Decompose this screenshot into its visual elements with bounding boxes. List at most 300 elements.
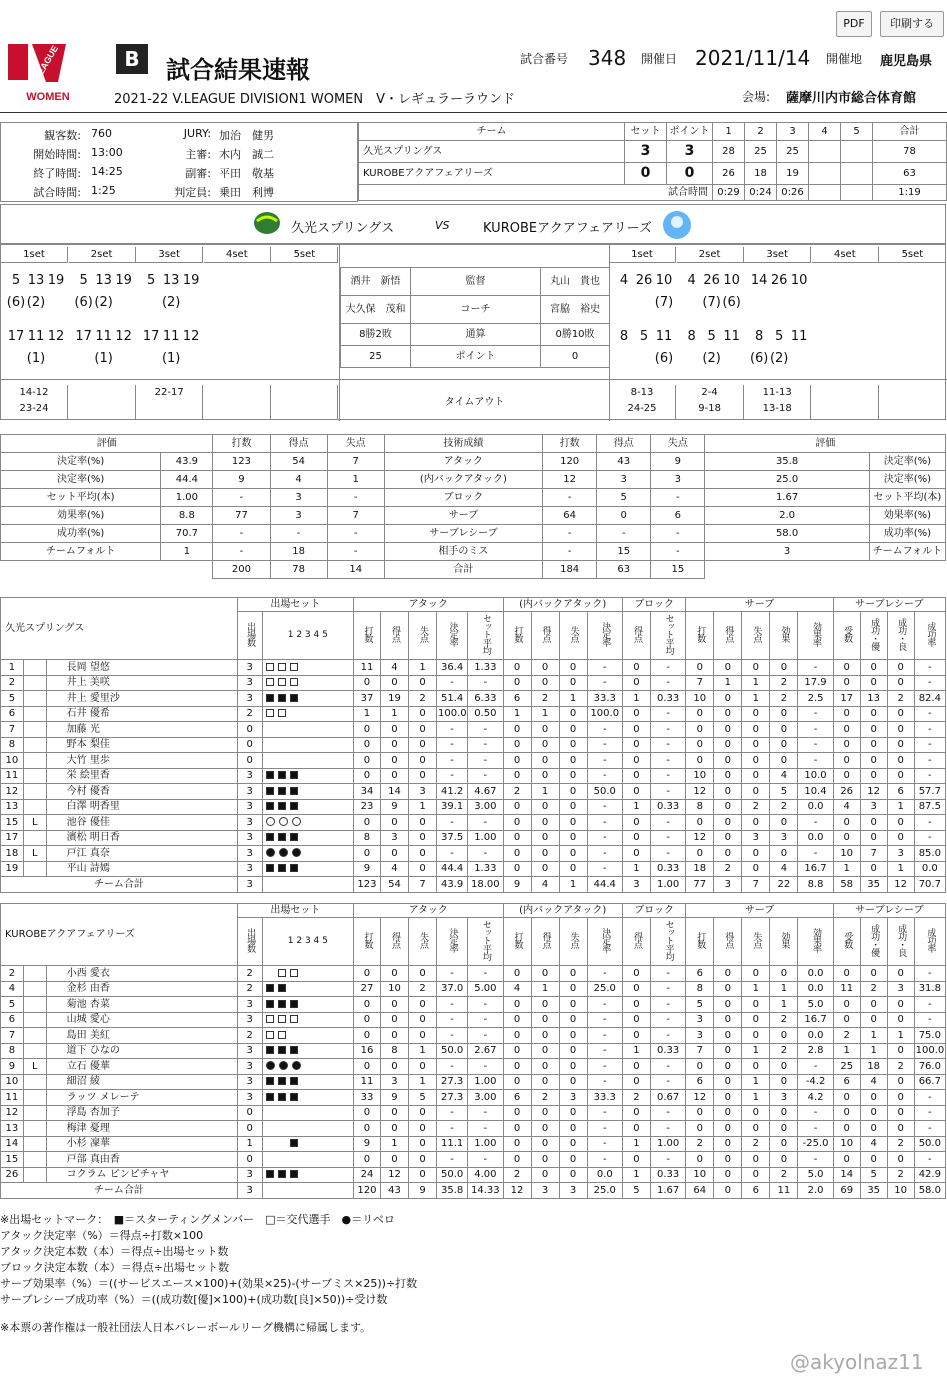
stat-cell: 77 bbox=[686, 877, 714, 893]
stat-cell: - bbox=[468, 966, 503, 982]
stat-cell: 0 bbox=[742, 1105, 770, 1121]
tech-total-cell: 15 bbox=[651, 561, 705, 579]
stat-cell: - bbox=[914, 706, 945, 722]
stat-cell: 12 bbox=[887, 877, 914, 893]
stat-cell: 0 bbox=[887, 737, 914, 753]
stat-cell: 4 bbox=[380, 861, 408, 877]
stat-cell: 2.8 bbox=[798, 1043, 833, 1059]
print-button[interactable]: 印刷する bbox=[880, 11, 944, 37]
stat-cell: - bbox=[587, 1074, 622, 1090]
stat-cell: 0 bbox=[622, 981, 650, 997]
stat-cell: 0 bbox=[380, 1028, 408, 1044]
stat-cell: 0 bbox=[622, 1121, 650, 1137]
stat-cell: 0 bbox=[714, 799, 742, 815]
tech-total-cell: 200 bbox=[213, 561, 270, 579]
col-label: セット平均 bbox=[663, 920, 674, 960]
tech-cell: 9 bbox=[651, 453, 705, 471]
starter-mark bbox=[266, 1000, 274, 1008]
stat-cell: 12 bbox=[380, 1167, 408, 1183]
sets-played: 3 bbox=[237, 1059, 262, 1075]
stat-cell: - bbox=[437, 768, 468, 784]
stat-cell: 0 bbox=[353, 737, 380, 753]
stat-cell: 1 bbox=[833, 1043, 860, 1059]
date-label: 開催日 bbox=[641, 52, 678, 66]
tech-header bbox=[1, 435, 946, 453]
stat-cell: 0 bbox=[622, 846, 650, 862]
rotation-number: 8 bbox=[687, 329, 696, 344]
stat-cell: 0 bbox=[860, 768, 887, 784]
stat-cell: 8.8 bbox=[798, 877, 833, 893]
rotation-number: (6) bbox=[654, 351, 674, 366]
stat-cell: - bbox=[468, 722, 503, 738]
col-label: 受数 bbox=[842, 626, 853, 642]
rotation-number: 19 bbox=[182, 273, 200, 288]
stat-cell: 1 bbox=[380, 1136, 408, 1152]
set-time: 0:29 bbox=[713, 185, 745, 201]
sub-mark bbox=[266, 709, 274, 717]
stat-cell: - bbox=[468, 997, 503, 1013]
col-label: 出場数 bbox=[245, 622, 256, 646]
stat-cell: 0 bbox=[409, 1059, 437, 1075]
team-name: 久光スプリングス bbox=[359, 141, 625, 163]
libero-flag bbox=[23, 660, 46, 676]
stat-cell: 0 bbox=[408, 722, 436, 738]
rotation-number: 4 bbox=[619, 273, 629, 288]
col-head bbox=[650, 918, 685, 966]
col-set: セット bbox=[625, 123, 667, 141]
group-head: (内バックアタック) bbox=[503, 598, 622, 612]
stat-cell: 1 bbox=[409, 1074, 437, 1090]
set-label: 2set bbox=[677, 247, 744, 263]
stat-cell: - bbox=[914, 753, 945, 769]
stat-cell: 0 bbox=[380, 1012, 408, 1028]
player-name: 山城 愛心 bbox=[46, 1012, 237, 1028]
col-head: 打数 bbox=[543, 435, 597, 453]
divider bbox=[1, 379, 947, 380]
stat-cell: 0 bbox=[714, 1090, 742, 1106]
stat-cell: 85.0 bbox=[914, 846, 945, 862]
stat-cell: 2 bbox=[770, 675, 798, 691]
sub-mark bbox=[278, 709, 286, 717]
stat-cell: 0 bbox=[686, 1105, 714, 1121]
stat-cell: 14 bbox=[833, 1167, 860, 1183]
stat-cell: 0 bbox=[742, 1121, 770, 1137]
place-label: 開催地 bbox=[826, 52, 863, 66]
player-number: 13 bbox=[1, 799, 24, 815]
stat-cell: 0 bbox=[409, 1012, 437, 1028]
stat-cell: 0 bbox=[770, 815, 798, 831]
stat-cell: - bbox=[650, 1105, 685, 1121]
stat-cell: - bbox=[798, 1059, 833, 1075]
col-head: 得点 bbox=[597, 435, 651, 453]
stat-cell: 76.0 bbox=[914, 1059, 945, 1075]
stat-cell: 0 bbox=[622, 1074, 650, 1090]
stat-cell: 1 bbox=[770, 981, 798, 997]
col-label: 打数 bbox=[695, 626, 706, 642]
stat-cell: 2 bbox=[833, 1028, 860, 1044]
col-label: 打数 bbox=[695, 932, 706, 948]
stat-cell: 31.8 bbox=[914, 981, 945, 997]
tech-cell: 5 bbox=[597, 489, 651, 507]
starter-mark bbox=[266, 787, 274, 795]
timeout-score: 22-17 bbox=[136, 385, 203, 419]
stat-cell: 7 bbox=[860, 846, 887, 862]
stat-cell: 0.50 bbox=[468, 706, 503, 722]
stat-cell: 0 bbox=[408, 737, 436, 753]
stat-cell: 50.0 bbox=[437, 1167, 468, 1183]
set-label: 2set bbox=[69, 247, 136, 263]
stat-cell: 2 bbox=[714, 861, 742, 877]
stat-cell: - bbox=[437, 1012, 468, 1028]
stat-cell: 64 bbox=[686, 1183, 714, 1199]
stat-cell: 0 bbox=[714, 691, 742, 707]
team-total-row bbox=[1, 877, 946, 893]
rotation-number: 12 bbox=[182, 329, 200, 344]
stat-cell: - bbox=[798, 1121, 833, 1137]
stat-cell: 0 bbox=[531, 1074, 559, 1090]
stat-cell: 18.00 bbox=[468, 877, 503, 893]
stat-cell: 0.33 bbox=[650, 861, 685, 877]
timeout-score bbox=[271, 385, 338, 419]
stat-cell: 36.4 bbox=[437, 660, 468, 676]
stat-cell: 0 bbox=[531, 1028, 559, 1044]
set-marks bbox=[262, 1043, 353, 1059]
tech-cell: 25.0 bbox=[705, 471, 869, 489]
stat-cell: 11.1 bbox=[437, 1136, 468, 1152]
stat-cell: 0 bbox=[770, 1136, 798, 1152]
info-label: 終了時間: bbox=[33, 167, 81, 180]
stat-cell: 0 bbox=[860, 722, 887, 738]
rotation-number: (7) bbox=[702, 295, 721, 310]
set-label: 5set bbox=[271, 247, 338, 263]
stat-cell: 2 bbox=[503, 1167, 531, 1183]
stat-cell: 7 bbox=[686, 1043, 714, 1059]
libero-flag bbox=[23, 722, 46, 738]
scoreboard-time-row bbox=[359, 185, 947, 201]
player-group-header bbox=[1, 904, 946, 918]
sets-played: 1 bbox=[237, 1136, 262, 1152]
note-line: ブロック決定本数（本）＝得点÷出場セット数 bbox=[0, 1261, 229, 1274]
col-label: 成功率 bbox=[925, 622, 936, 646]
stat-cell: 0 bbox=[770, 1059, 798, 1075]
stat-cell: - bbox=[468, 1152, 503, 1168]
player-number: 10 bbox=[1, 753, 24, 769]
col-head bbox=[770, 612, 798, 660]
sets-played: 3 bbox=[237, 675, 262, 691]
stat-cell: - bbox=[650, 1152, 685, 1168]
stat-cell: 0 bbox=[833, 815, 860, 831]
group-head: (内バックアタック) bbox=[503, 904, 622, 918]
col-head bbox=[559, 612, 587, 660]
stat-cell: 1 bbox=[887, 861, 914, 877]
set-marks bbox=[262, 1105, 353, 1121]
stat-cell: 0 bbox=[860, 1012, 887, 1028]
col-head bbox=[237, 918, 262, 966]
stat-cell: 4 bbox=[860, 1074, 887, 1090]
libero-mark bbox=[279, 848, 288, 857]
stat-cell: 0 bbox=[887, 1105, 914, 1121]
tech-total-cell: 184 bbox=[543, 561, 597, 579]
stat-cell: 1 bbox=[409, 1043, 437, 1059]
col-head bbox=[742, 612, 770, 660]
team-total-label: チーム合計 bbox=[1, 877, 238, 893]
stat-cell: 87.5 bbox=[914, 799, 945, 815]
tech-cell: - bbox=[213, 525, 270, 543]
player-number: 12 bbox=[1, 1105, 24, 1121]
set-marks bbox=[262, 877, 353, 893]
tech-total-cell: 63 bbox=[597, 561, 651, 579]
tech-cell: 35.8 bbox=[705, 453, 869, 471]
stat-cell: 0 bbox=[833, 1152, 860, 1168]
set-label: 3set bbox=[744, 247, 811, 263]
stat-cell: 0 bbox=[559, 846, 587, 862]
stat-cell: 0 bbox=[714, 981, 742, 997]
col-label: 打数 bbox=[362, 932, 373, 948]
stat-cell: 11 bbox=[770, 1183, 798, 1199]
stat-cell: 0 bbox=[714, 768, 742, 784]
tech-cell: - bbox=[213, 489, 270, 507]
stat-cell: 0 bbox=[531, 799, 559, 815]
tech-cell: - bbox=[270, 525, 327, 543]
team-name: KUROBEアクアフェアリーズ bbox=[359, 163, 625, 185]
libero-flag bbox=[23, 799, 46, 815]
rotation-number: 14 bbox=[750, 273, 768, 288]
libero-mark bbox=[292, 848, 301, 857]
stat-cell: 0 bbox=[531, 1012, 559, 1028]
stat-cell: 2.0 bbox=[798, 1183, 833, 1199]
versus-vs: VS bbox=[435, 219, 450, 232]
stat-cell: 17 bbox=[833, 691, 860, 707]
set-marks bbox=[262, 660, 353, 676]
stat-cell: 0 bbox=[887, 1043, 914, 1059]
stat-cell: 0 bbox=[559, 830, 587, 846]
stat-cell: 69 bbox=[833, 1183, 860, 1199]
starter-mark bbox=[290, 1093, 298, 1101]
stat-cell: - bbox=[468, 768, 503, 784]
tech-total-cell: 78 bbox=[270, 561, 327, 579]
stat-cell: 0 bbox=[503, 1121, 531, 1137]
stat-cell: 1 bbox=[742, 675, 770, 691]
stat-cell: 16 bbox=[353, 1043, 380, 1059]
stat-cell: 6 bbox=[686, 1074, 714, 1090]
col-label: 効果 bbox=[779, 932, 790, 948]
tech-cell: 成功率(%) bbox=[869, 525, 945, 543]
starter-mark bbox=[266, 984, 274, 992]
stat-cell: 26 bbox=[833, 784, 860, 800]
tech-row bbox=[1, 543, 946, 561]
starter-mark bbox=[266, 833, 274, 841]
stat-cell: 1 bbox=[622, 799, 650, 815]
stat-cell: 0 bbox=[353, 675, 380, 691]
stat-cell: 35 bbox=[860, 877, 887, 893]
set-marks bbox=[262, 753, 353, 769]
starter-mark bbox=[266, 771, 274, 779]
stat-cell: 0 bbox=[559, 815, 587, 831]
player-row bbox=[1, 981, 946, 997]
col-label: 失点 bbox=[751, 626, 762, 642]
stat-cell: 0 bbox=[742, 784, 770, 800]
set-score bbox=[841, 163, 873, 185]
libero-flag bbox=[23, 737, 46, 753]
sets-played: 0 bbox=[237, 1105, 262, 1121]
col-head bbox=[798, 612, 833, 660]
rotation-number: 4 bbox=[687, 273, 696, 288]
sets-played: 3 bbox=[237, 768, 262, 784]
stat-cell: 2.5 bbox=[798, 691, 833, 707]
stat-cell: 6 bbox=[887, 784, 914, 800]
set-marks bbox=[262, 1152, 353, 1168]
stat-cell: 10.4 bbox=[798, 784, 833, 800]
stat-cell: 1 bbox=[559, 691, 587, 707]
set-time: 0:26 bbox=[777, 185, 809, 201]
stat-cell: - bbox=[914, 737, 945, 753]
stat-cell: - bbox=[650, 966, 685, 982]
libero-flag bbox=[23, 753, 46, 769]
stat-cell: 27.3 bbox=[437, 1074, 468, 1090]
stat-cell: 0 bbox=[860, 997, 887, 1013]
stat-cell: 9 bbox=[503, 877, 531, 893]
col-head bbox=[409, 918, 437, 966]
player-row bbox=[1, 691, 946, 707]
away-staff: 宮脇 裕史 bbox=[541, 296, 610, 324]
home-team-logo bbox=[253, 209, 281, 237]
col-set-4: 4 bbox=[809, 123, 841, 141]
stat-cell: 5 bbox=[622, 1183, 650, 1199]
rotation-number: 5 bbox=[639, 329, 649, 344]
sub-mark bbox=[290, 663, 298, 671]
rotation-number: 17 bbox=[7, 329, 25, 344]
stat-cell: - bbox=[798, 706, 833, 722]
group-head: サーブ bbox=[686, 904, 833, 918]
stat-cell: 0 bbox=[409, 1136, 437, 1152]
stat-cell: 0 bbox=[860, 861, 887, 877]
stat-cell: 0 bbox=[503, 737, 531, 753]
set-marks bbox=[262, 768, 353, 784]
stat-cell: 42.9 bbox=[914, 1167, 945, 1183]
stat-cell: - bbox=[437, 1028, 468, 1044]
set-marks bbox=[262, 1012, 353, 1028]
stat-cell: 0 bbox=[559, 981, 587, 997]
col-head bbox=[833, 918, 860, 966]
col-head bbox=[914, 918, 945, 966]
rotation-number: 13 bbox=[162, 273, 180, 288]
stat-cell: 0 bbox=[380, 675, 408, 691]
stat-cell: 0 bbox=[559, 660, 587, 676]
stat-cell: 4.2 bbox=[798, 1090, 833, 1106]
stat-cell: - bbox=[468, 1059, 503, 1075]
stat-cell: 0 bbox=[686, 815, 714, 831]
tech-cell: サーブ bbox=[384, 507, 542, 525]
stat-cell: 0 bbox=[860, 660, 887, 676]
stat-cell: - bbox=[437, 753, 468, 769]
stat-cell: 0 bbox=[833, 1090, 860, 1106]
stat-cell: 18 bbox=[686, 861, 714, 877]
stat-cell: 2 bbox=[742, 1136, 770, 1152]
stat-cell: 9 bbox=[353, 861, 380, 877]
sets-played: 2 bbox=[237, 706, 262, 722]
stat-cell: 0 bbox=[503, 660, 531, 676]
stat-cell: 0 bbox=[714, 1121, 742, 1137]
rotation-number: (1) bbox=[161, 351, 181, 366]
player-name: 井上 愛里沙 bbox=[46, 691, 237, 707]
stat-cell: 0 bbox=[622, 753, 650, 769]
stat-cell: 2 bbox=[770, 1167, 798, 1183]
set-marks bbox=[262, 706, 353, 722]
stat-cell: 3 bbox=[408, 784, 436, 800]
tech-cell: - bbox=[327, 543, 384, 561]
col-head bbox=[770, 918, 798, 966]
libero-mark bbox=[292, 817, 301, 826]
player-number: 2 bbox=[1, 675, 24, 691]
col-head bbox=[914, 612, 945, 660]
stat-cell: 0 bbox=[408, 768, 436, 784]
stat-cell: 3 bbox=[770, 1090, 798, 1106]
stat-cell: 0 bbox=[622, 660, 650, 676]
stat-cell: 0 bbox=[887, 1074, 914, 1090]
stat-cell: 0 bbox=[742, 722, 770, 738]
libero-flag bbox=[23, 997, 46, 1013]
stat-cell: 0 bbox=[408, 675, 436, 691]
stat-cell: 0 bbox=[860, 1152, 887, 1168]
stat-cell: - bbox=[587, 1105, 622, 1121]
player-number: 9 bbox=[1, 1059, 24, 1075]
player-number: 6 bbox=[1, 1012, 24, 1028]
stat-cell: 0 bbox=[686, 660, 714, 676]
set-marks bbox=[262, 861, 353, 877]
stat-cell: 0 bbox=[686, 753, 714, 769]
player-name: コクラム ピンピチャヤ bbox=[46, 1167, 237, 1183]
stat-cell: 1 bbox=[408, 660, 436, 676]
stat-cell: 1 bbox=[380, 706, 408, 722]
stat-cell: 0 bbox=[860, 1121, 887, 1137]
timeout-score bbox=[812, 385, 879, 419]
player-row bbox=[1, 1028, 946, 1044]
pdf-button[interactable]: PDF bbox=[836, 11, 872, 37]
player-row bbox=[1, 753, 946, 769]
tech-total-cell: 合計 bbox=[384, 561, 542, 579]
col-label: 成功・良 bbox=[896, 924, 907, 956]
player-group-header bbox=[1, 598, 946, 612]
sub-mark bbox=[290, 969, 298, 977]
stat-cell: 100.0 bbox=[437, 706, 468, 722]
stat-cell: 0 bbox=[503, 815, 531, 831]
sets-played: 3 bbox=[237, 1043, 262, 1059]
rotation-number: 11 bbox=[723, 329, 740, 344]
col-label: 得点 bbox=[631, 932, 642, 948]
rotation-number: 17 bbox=[142, 329, 160, 344]
stat-cell: 0 bbox=[887, 722, 914, 738]
player-number: 5 bbox=[1, 997, 24, 1013]
sets-played: 0 bbox=[237, 737, 262, 753]
stat-cell: 0 bbox=[559, 768, 587, 784]
stat-cell: 0 bbox=[770, 966, 798, 982]
set-marks bbox=[262, 1121, 353, 1137]
rotation-block bbox=[0, 244, 946, 420]
stat-cell: 0 bbox=[742, 660, 770, 676]
player-number: 8 bbox=[1, 1043, 24, 1059]
tech-cell: 43.9 bbox=[161, 453, 213, 471]
libero-flag bbox=[23, 861, 46, 877]
stat-cell: 1 bbox=[559, 877, 587, 893]
stat-cell: 0 bbox=[380, 1059, 408, 1075]
starter-mark bbox=[290, 1139, 298, 1147]
stat-cell: -4.2 bbox=[798, 1074, 833, 1090]
tech-cell: 1 bbox=[161, 543, 213, 561]
page-subtitle: 2021-22 V.LEAGUE DIVISION1 WOMEN V・レギュラーラウンド bbox=[114, 92, 516, 107]
staff-table bbox=[340, 267, 610, 368]
timeout-score bbox=[204, 385, 271, 419]
stat-cell: 0 bbox=[833, 1121, 860, 1137]
